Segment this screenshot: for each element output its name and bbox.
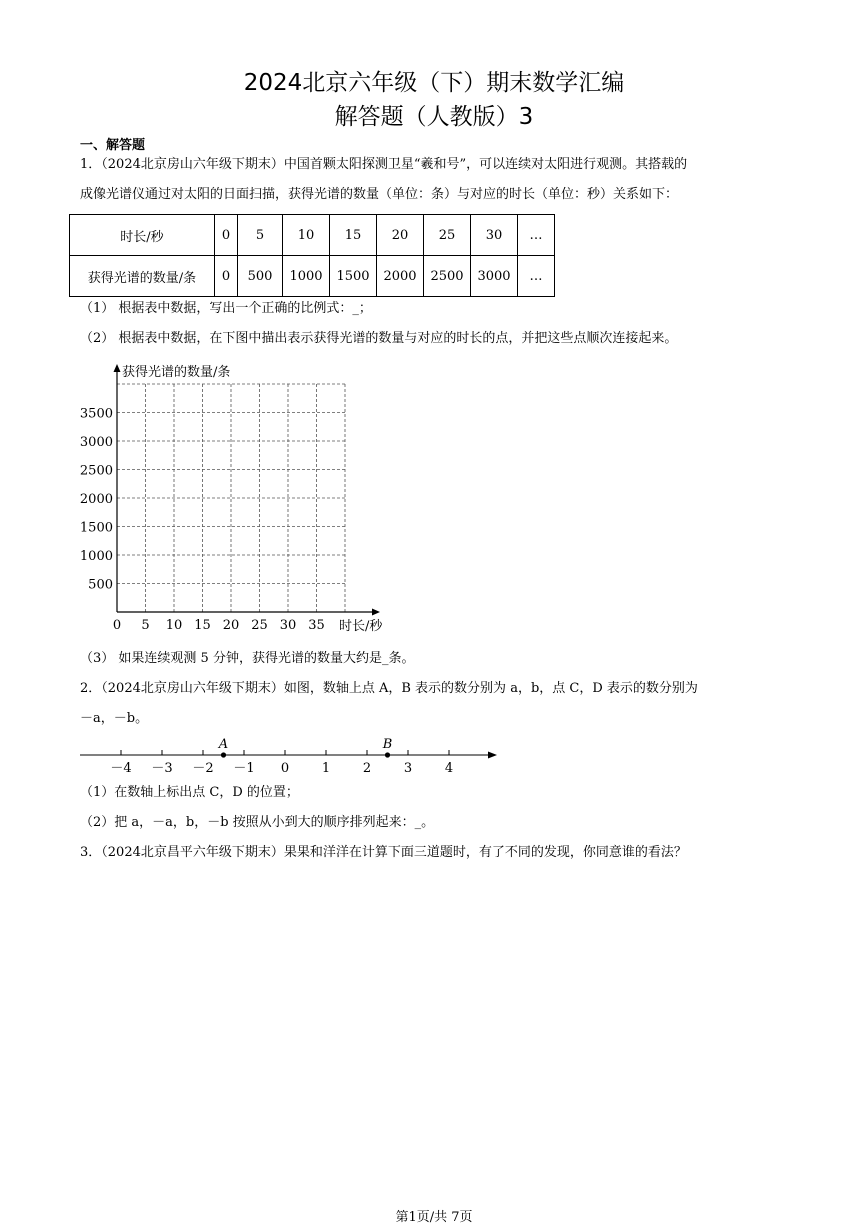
q2-text-line1: 2．（2024北京房山六年级下期末）如图，数轴上点 A，B 表示的数分别为 a，b，点 C，D 表示的数分别为 — [80, 681, 698, 696]
q1-text-line1: 1．（2024北京房山六年级下期末）中国首颗太阳探测卫星“羲和号”，可以连续对太阳进行观测。其搭载的 — [80, 157, 688, 172]
chart-y-tick-label: 500 — [88, 577, 113, 593]
chart-x-tick-label: 30 — [279, 618, 297, 633]
number-line-tick-label: －4 — [110, 761, 132, 776]
chart-x-tick-label: 35 — [308, 618, 325, 633]
table-cell: 0 — [215, 215, 238, 256]
q1-text-line2: 成像光谱仪通过对太阳的日面扫描，获得光谱的数量（单位：条）与对应的时长（单位：秒）关系如下： — [80, 187, 679, 202]
number-line-ticks — [110, 750, 453, 776]
number-line-tick-label: 4 — [444, 761, 454, 776]
table-cell: 3000 — [471, 256, 518, 297]
number-line-tick-label: －1 — [233, 761, 255, 776]
chart-x-axis-arrow — [372, 609, 380, 616]
number-line-tick-label: 3 — [403, 761, 413, 776]
chart-axes — [114, 364, 381, 616]
chart-y-axis-arrow — [114, 364, 121, 372]
table-cell: 1500 — [330, 256, 377, 297]
q2-sub2: （2）把 a，－a，b，－b 按照从小到大的顺序排列起来：_。 — [80, 815, 435, 830]
chart-x-tick-label: 15 — [194, 618, 211, 633]
page-footer: 第1页/共 7页 — [395, 1210, 473, 1225]
q1-sub1: （1） 根据表中数据，写出一个正确的比例式：_； — [80, 301, 372, 316]
page-title: 2024北京六年级（下）期末数学汇编 — [243, 70, 625, 96]
chart-x-tick-label: 0 — [112, 618, 122, 633]
number-line-tick-label: －2 — [192, 761, 214, 776]
chart-x-tick-label: 25 — [251, 618, 268, 633]
number-line-tick-label: －3 — [151, 761, 173, 776]
chart-x-tick-label: 20 — [222, 618, 240, 633]
table-header-cell: 时长/秒 — [70, 215, 215, 256]
chart-x-axis-label: 时长/秒 — [339, 619, 383, 634]
point-b-dot — [385, 752, 390, 757]
table-cell: 1000 — [283, 256, 330, 297]
point-a-dot — [221, 752, 226, 757]
table-cell: … — [518, 256, 555, 297]
section-heading: 一、解答题 — [80, 138, 146, 153]
chart-y-axis-label: 获得光谱的数量/条 — [122, 365, 231, 380]
table-header-cell: 获得光谱的数量/条 — [70, 256, 215, 297]
q1-sub2: （2） 根据表中数据，在下图中描出表示获得光谱的数量与对应的时长的点，并把这些点顺次连接起来。 — [80, 331, 678, 346]
chart-y-tick-label: 3500 — [79, 406, 113, 422]
chart-y-tick-label: 3000 — [79, 435, 113, 450]
table-cell: 2500 — [424, 256, 471, 297]
number-line-axis — [80, 752, 497, 759]
table-cell: 15 — [330, 215, 377, 256]
table-row — [70, 256, 555, 297]
table-cell: 10 — [283, 215, 330, 256]
page-subtitle: 解答题（人教版）3 — [334, 104, 534, 130]
chart-y-tick-label: 1000 — [79, 549, 113, 564]
point-a-label: A — [218, 737, 229, 752]
q2-sub1: （1）在数轴上标出点 C，D 的位置； — [80, 785, 299, 800]
chart-x-tick-label: 10 — [165, 618, 183, 633]
table-row — [70, 215, 555, 256]
table-cell: 30 — [471, 215, 518, 256]
chart-y-tick-label: 1500 — [79, 520, 113, 536]
q1-sub3: （3） 如果连续观测 5 分钟，获得光谱的数量大约是_条。 — [80, 651, 415, 666]
table-cell: 25 — [424, 215, 471, 256]
chart-ticks — [80, 407, 325, 634]
q1-data-table — [69, 214, 555, 297]
number-line-tick-label: 1 — [321, 761, 331, 776]
table-cell: 2000 — [377, 256, 424, 297]
table-cell: 500 — [238, 256, 283, 297]
point-b-label: B — [382, 737, 393, 752]
table-cell: 20 — [377, 215, 424, 256]
number-line-arrow — [488, 752, 497, 759]
chart-grid — [117, 384, 345, 612]
number-line-points — [218, 737, 392, 758]
table-cell: … — [518, 215, 555, 256]
number-line-tick-label: 0 — [280, 761, 290, 776]
chart-y-tick-label: 2000 — [79, 492, 113, 507]
chart-y-tick-label: 2500 — [79, 463, 113, 479]
chart-x-tick-label: 5 — [141, 618, 150, 633]
q2-text-line2: －a，－b。 — [80, 711, 149, 726]
q3-text-line1: 3．（2024北京昌平六年级下期末）果果和洋洋在计算下面三道题时，有了不同的发现，你同意谁的看法？ — [80, 845, 687, 860]
number-line-tick-label: 2 — [362, 761, 372, 776]
table-cell: 0 — [215, 256, 238, 297]
table-cell: 5 — [238, 215, 283, 256]
